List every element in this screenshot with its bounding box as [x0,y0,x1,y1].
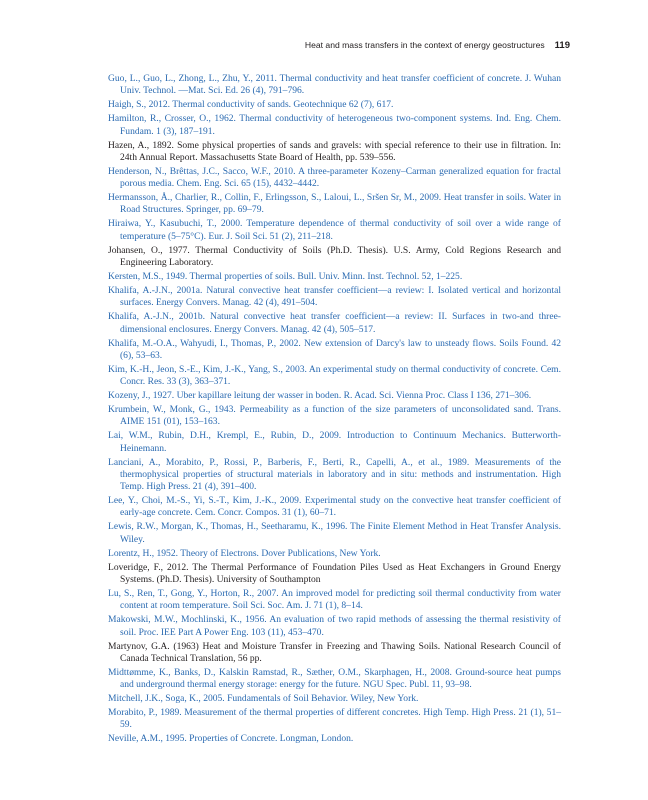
reference-entry-link[interactable]: Lanciani, A., Morabito, P., Rossi, P., Barberis, F., Berti, R., Capelli, A., et al., 1989. Measurements of the thermophysical properties of structural materials in laboratory and in situ: methods and instrumentation. High Temp. High Press. 21 (4), 391–400. [108,456,561,493]
reference-entry-link[interactable]: Krumbein, W., Monk, G., 1943. Permeability as a function of the size parameters of unconsolidated sand. Trans. AIME 151 (01), 153–163. [108,404,561,428]
running-header [108,40,570,51]
reference-entry-link[interactable]: Hamilton, R., Crosser, O., 1962. Thermal conductivity of heterogeneous two-component systems. Ind. Eng. Chem. Fundam. 1 (3), 187–191. [108,113,561,137]
reference-entry-link[interactable]: Mitchell, J.K., Soga, K., 2005. Fundamentals of Soil Behavior. Wiley, New York. [108,693,419,705]
reference-entry-link[interactable]: Lu, S., Ren, T., Gong, Y., Horton, R., 2007. An improved model for predicting soil thermal conductivity from water content at room temperature. Soil Sci. Soc. Am. J. 71 (1), 8–14. [108,588,561,612]
reference-entry-link[interactable]: Lewis, R.W., Morgan, K., Thomas, H., Seetharamu, K., 1996. The Finite Element Method in Heat Transfer Analysis. Wiley. [108,521,561,545]
reference-entry-link[interactable]: Hiraiwa, Y., Kasubuchi, T., 2000. Temperature dependence of thermal conductivity of soil over a wide range of temperature (5–75°C). Eur. J. Soil Sci. 51 (2), 211–218. [108,218,561,242]
reference-entry-link[interactable]: Henderson, N., Brêttas, J.C., Sacco, W.F., 2010. A three-parameter Kozeny–Carman generalized equation for fractal porous media. Chem. Eng. Sci. 65 (15), 4432–4442. [108,165,561,190]
reference-entry-link[interactable]: Midttømme, K., Banks, D., Kalskin Ramstad, R., Sæther, O.M., Skarphagen, H., 2008. Ground-source heat pumps and underground thermal energy storage: energy for the future. NGU Spec. Publ. 11, 93–98. [108,666,561,691]
reference-entry-link[interactable]: Khalifa, A.-J.N., 2001b. Natural convective heat transfer coefficient—a review: II. Surfaces in two-and three-dimensional enclosures. Energy Convers. Manag. 42 (4), 505–517. [108,311,561,335]
reference-entry-link[interactable]: Kersten, M.S., 1949. Thermal properties of soils. Bull. Univ. Minn. Inst. Technol. 52, 1–225. [108,270,463,282]
reference-entry: Johansen, O., 1977. Thermal Conductivity of Soils (Ph.D. Thesis). U.S. Army, Cold Regions Research and Engineering Laboratory. [108,244,561,268]
reference-entry-link[interactable]: Lee, Y., Choi, M.-S., Yi, S.-T., Kim, J.-K., 2009. Experimental study on the convective heat transfer coefficient of early-age concrete. Cem. Concr. Compos. 31 (1), 60–71. [108,495,561,519]
reference-entry: Hazen, A., 1892. Some physical properties of sands and gravels: with special reference to their use in filtration. In: 24th Annual Report. Massachusetts State Board of Health, pp. 539–556. [108,139,561,163]
reference-entry-link[interactable]: Kim, K.-H., Jeon, S.-E., Kim, J.-K., Yang, S., 2003. An experimental study on thermal conductivity of concrete. Cem. Concr. Res. 33 (3), 363–371. [108,363,561,388]
reference-entry: Loveridge, F., 2012. The Thermal Performance of Foundation Piles Used as Heat Exchangers in Ground Energy Systems. (Ph.D. Thesis). University of Southampton [108,561,561,586]
reference-entry-link[interactable]: Kozeny, J., 1927. Uber kapillare leitung der wasser in boden. R. Acad. Sci. Vienna Proc. Class I 136, 271–306. [108,390,532,402]
reference-entry-link[interactable]: Lai, W.M., Rubin, D.H., Krempl, E., Rubin, D., 2009. Introduction to Continuum Mechanics. Butterworth-Heinemann. [108,430,561,454]
reference-entry-link[interactable]: Lorentz, H., 1952. Theory of Electrons. Dover Publications, New York. [108,547,381,559]
reference-entry-link[interactable]: Khalifa, A.-J.N., 2001a. Natural convective heat transfer coefficient—a review: I. Isolated vertical and horizontal surfaces. Energy Convers. Manag. 42 (4), 491–504. [108,284,561,309]
reference-entry: Martynov, G.A. (1963) Heat and Moisture Transfer in Freezing and Thawing Soils. National Research Council of Canada Technical Translation, 56 pp. [108,640,561,664]
reference-list [108,73,561,747]
reference-entry-link[interactable]: Morabito, P., 1989. Measurement of the thermal properties of different concretes. High Temp. High Press. 21 (1), 51–59. [108,707,561,731]
reference-entry-link[interactable]: Haigh, S., 2012. Thermal conductivity of sands. Geotechnique 62 (7), 617. [108,99,394,111]
reference-entry-link[interactable]: Guo, L., Guo, L., Zhong, L., Zhu, Y., 2011. Thermal conductivity and heat transfer coefficient of concrete. J. Wuhan Univ. Technol. —Mat. Sci. Ed. 26 (4), 791–796. [108,73,561,97]
reference-entry-link[interactable]: Makowski, M.W., Mochlinski, K., 1956. An evaluation of two rapid methods of assessing the thermal resistivity of soil. Proc. IEE Part A Power Eng. 103 (11), 453–470. [108,614,561,638]
running-title: Heat and mass transfers in the context of energy geostructures [304,40,545,50]
page-number: 119 [554,40,570,51]
reference-entry-link[interactable]: Neville, A.M., 1995. Properties of Concrete. Longman, London. [108,733,354,745]
reference-entry-link[interactable]: Hermansson, Å., Charlier, R., Collin, F., Erlingsson, S., Laloui, L., Sršen Sr, M., 2009. Heat transfer in soils. Water in Road Structures. Springer, pp. 69–79. [108,192,561,216]
reference-entry-link[interactable]: Khalifa, M.-O.A., Wahyudi, I., Thomas, P., 2002. New extension of Darcy's law to unsteady flows. Soils Found. 42 (6), 53–63. [108,337,561,361]
